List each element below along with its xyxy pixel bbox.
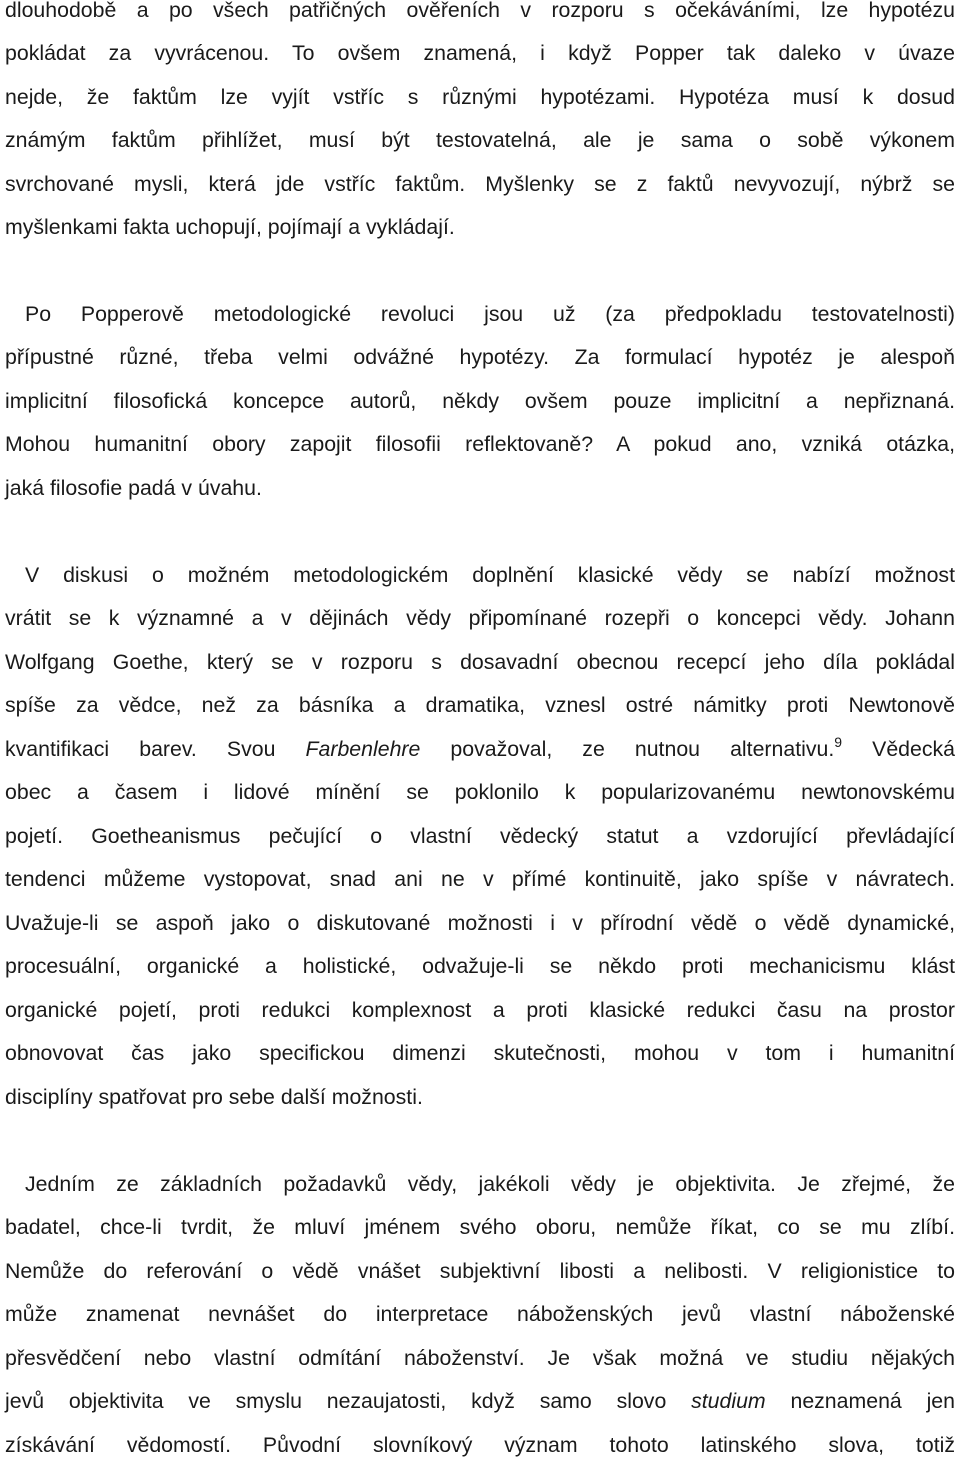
text-line: tendenci můžeme vystopovat, snad ani ne v přímé kontinuitě, jako spíše v návratech. [5,867,955,891]
text-line: Mohou humanitní obory zapojit filosofii reflektovaně? A pokud ano, vzniká otázka, [5,432,955,456]
text-line: Po Popperově metodologické revoluci jsou už (za předpokladu testovatelnosti) [25,302,955,326]
text-line: Nemůže do referování o vědě vnášet subjektivní libosti a nelibosti. V religionistice to [5,1259,955,1283]
text-line: přesvědčení nebo vlastní odmítání náboženství. Je však možná ve studiu nějakých [5,1346,955,1370]
text-line: obec a časem i lidové mínění se poklonilo k popularizovanému newtonovskému [5,780,955,804]
text-line: svrchované mysli, která jde vstříc faktům. Myšlenky se z faktů nevyvozují, nýbrž se [5,172,955,196]
text-line: Wolfgang Goethe, který se v rozporu s dosavadní obecnou recepcí jeho díla pokládal [5,650,955,674]
text-run: považoval, ze nutnou alternativu. [420,737,835,761]
text-line: pojetí. Goetheanismus pečující o vlastní vědecký statut a vzdorující převládající [5,824,955,848]
text-line: dlouhodobě a po všech patřičných ověřeních v rozporu s očekáváními, lze hypotézu [5,0,955,22]
text-line: vrátit se k významné a v dějinách vědy připomínané rozepři o koncepci vědy. Johann [5,606,955,630]
text-line: organické pojetí, proti redukci komplexnost a proti klasické redukci času na prostor [5,998,955,1022]
text-line: disciplíny spatřovat pro sebe další možnosti. [5,1085,423,1109]
text-line [5,734,955,764]
text-run: jevů objektivita ve smyslu nezaujatosti, když samo slovo [5,1389,692,1413]
text-line: spíše za vědce, než za básníka a dramatika, vznesl ostré námitky proti Newtonově [5,693,955,717]
text-line: procesuální, organické a holistické, odvažuje-li se někdo proti mechanicismu klást [5,954,955,978]
text-line [5,1386,955,1416]
text-run: Vědecká [842,737,956,761]
text-line: nejde, že faktům lze vyjít vstříc s různými hypotézami. Hypotéza musí k dosud [5,85,955,109]
text-line: přípustné různé, třeba velmi odvážné hypotézy. Za formulací hypotéz je alespoň [5,345,955,369]
text-run: kvantifikaci barev. Svou [5,737,306,761]
text-line: Uvažuje-li se aspoň jako o diskutované možnosti i v přírodní vědě o vědě dynamické, [5,911,955,935]
footnote-marker: 9 [834,734,843,750]
text-line: obnovovat čas jako specifickou dimenzi skutečnosti, mohou v tom i humanitní [5,1041,955,1065]
text-line: jaká filosofie padá v úvahu. [5,476,262,500]
text-run: neznamená jen [765,1389,955,1413]
text-line: V diskusi o možném metodologickém doplnění klasické vědy se nabízí možnost [25,563,955,587]
text-line: známým faktům přihlížet, musí být testovatelná, ale je sama o sobě výkonem [5,128,955,152]
text-line: získávání vědomostí. Původní slovníkový význam tohoto latinského slova, totiž [5,1433,955,1457]
text-line: badatel, chce-li tvrdit, že mluví jménem svého oboru, nemůže říkat, co se mu zlíbí. [5,1215,955,1239]
book-title-farbenlehre: Farbenlehre [305,737,421,761]
italic-word-studium: studium [691,1389,766,1413]
text-line: pokládat za vyvrácenou. To ovšem znamená, i když Popper tak daleko v úvaze [5,41,955,65]
text-line: implicitní filosofická koncepce autorů, někdy ovšem pouze implicitní a nepřiznaná. [5,389,955,413]
text-line: může znamenat nevnášet do interpretace náboženských jevů vlastní náboženské [5,1302,955,1326]
text-line: Jedním ze základních požadavků vědy, jakékoli vědy je objektivita. Je zřejmé, že [25,1172,955,1196]
text-line: myšlenkami fakta uchopují, pojímají a vykládají. [5,215,455,239]
